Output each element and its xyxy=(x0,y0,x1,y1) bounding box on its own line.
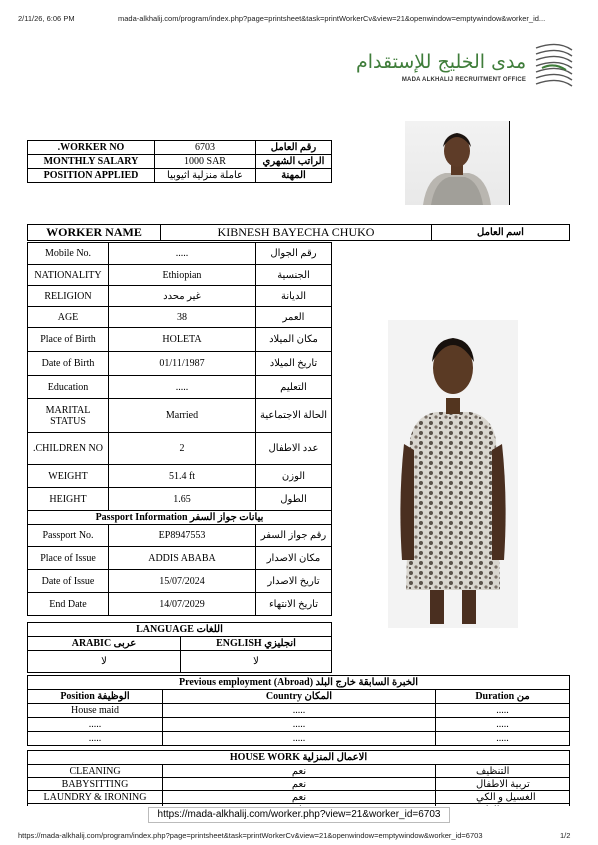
detail-label: NATIONALITY xyxy=(28,265,109,286)
detail-label: Mobile No. xyxy=(28,243,109,265)
company-logo xyxy=(356,38,574,96)
language-english-header: ENGLISH انجليزي xyxy=(181,637,332,651)
table-row xyxy=(28,704,570,718)
house-work-ar xyxy=(436,804,570,807)
position-value: عاملة منزلية اثيوبيا xyxy=(155,169,256,183)
detail-label: Education xyxy=(28,376,109,399)
detail-value: ..... xyxy=(109,376,256,399)
personal-details-table xyxy=(27,242,332,616)
detail-label: WEIGHT xyxy=(28,465,109,488)
detail-ar: الجنسية xyxy=(256,265,332,286)
table-row xyxy=(28,718,570,732)
previous-employment-table xyxy=(27,675,570,746)
detail-value: 38 xyxy=(109,307,256,328)
passport-ar: تاريخ الانتهاء xyxy=(256,593,332,616)
detail-value: 01/11/1987 xyxy=(109,352,256,376)
position-label: POSITION APPLIED xyxy=(28,169,155,183)
passport-value: 15/07/2024 xyxy=(109,570,256,593)
house-work-label: LAUNDRY & IRONING xyxy=(28,791,163,804)
worker-name-table xyxy=(27,224,570,241)
worker-name-ar: اسم العامل xyxy=(432,225,570,241)
house-work-ar: الغسيل و الكي xyxy=(436,791,570,804)
table-cell: ..... xyxy=(436,718,570,732)
logo-arabic-text: مدى الخليج للإستقدام xyxy=(356,51,527,73)
detail-ar: التعليم xyxy=(256,376,332,399)
worker-name-label: WORKER NAME xyxy=(28,225,161,241)
language-table xyxy=(27,622,332,637)
detail-value: 1.65 xyxy=(109,488,256,511)
table-cell: House maid xyxy=(28,704,163,718)
detail-ar: الديانة xyxy=(256,286,332,307)
language-english-value: لا xyxy=(181,651,332,673)
detail-value: 2 xyxy=(109,433,256,465)
detail-value: 51.4 ft xyxy=(109,465,256,488)
passport-label: Place of Issue xyxy=(28,547,109,570)
detail-label: RELIGION xyxy=(28,286,109,307)
logo-english-text: MADA ALKHALIJ RECRUITMENT OFFICE xyxy=(401,77,527,83)
house-work-section xyxy=(27,750,570,806)
detail-value: Ethiopian xyxy=(109,265,256,286)
passport-ar: رقم جواز السفر xyxy=(256,525,332,547)
table-cell: ..... xyxy=(163,732,436,746)
detail-value: HOLETA xyxy=(109,328,256,352)
prev-employment-header-country: Country المكان xyxy=(163,690,436,704)
table-cell: ..... xyxy=(28,732,163,746)
detail-label: Place of Birth xyxy=(28,328,109,352)
worker-photo-small xyxy=(405,121,510,205)
detail-label: Date of Birth xyxy=(28,352,109,376)
detail-ar: عدد الاطفال xyxy=(256,433,332,465)
salary-label: MONTHLY SALARY xyxy=(28,155,155,169)
house-work-label xyxy=(28,804,163,807)
language-title: LANGUAGE اللغات xyxy=(28,623,332,637)
table-row xyxy=(28,778,570,791)
passport-ar: تاريخ الاصدار xyxy=(256,570,332,593)
print-footer-url: https://mada-alkhalij.com/program/index.php?page=printsheet&task=printWorkerCv&view=21&openwindow=emptywindow&worker_id=6703 xyxy=(18,831,483,840)
house-work-label: CLEANING xyxy=(28,765,163,778)
detail-label: HEIGHT xyxy=(28,488,109,511)
house-work-ar: تربية الاطفال xyxy=(436,778,570,791)
house-work-value: نعم xyxy=(163,765,436,778)
detail-label: .CHILDREN NO xyxy=(28,433,109,465)
house-work-value: نعم xyxy=(163,791,436,804)
house-work-value xyxy=(163,804,436,807)
print-page-number: 1/2 xyxy=(560,831,571,840)
passport-label: Date of Issue xyxy=(28,570,109,593)
prev-employment-header-position: Position الوظيفة xyxy=(28,690,163,704)
passport-value: 14/07/2029 xyxy=(109,593,256,616)
passport-label: End Date xyxy=(28,593,109,616)
table-row xyxy=(28,791,570,804)
detail-value: ..... xyxy=(109,243,256,265)
worker-link[interactable]: https://mada-alkhalij.com/worker.php?view=21&worker_id=6703 xyxy=(148,807,450,823)
detail-value: Married xyxy=(109,399,256,433)
detail-value: غير محدد xyxy=(109,286,256,307)
table-cell: ..... xyxy=(163,718,436,732)
detail-ar: رقم الجوال xyxy=(256,243,332,265)
house-work-ar: التنظيف xyxy=(436,765,570,778)
table-row xyxy=(28,732,570,746)
language-values-table xyxy=(27,636,332,673)
worker-no-ar: رقم العامل xyxy=(256,141,332,155)
passport-ar: مكان الاصدار xyxy=(256,547,332,570)
passport-value: ADDIS ABABA xyxy=(109,547,256,570)
passport-value: EP8947553 xyxy=(109,525,256,547)
worker-summary-table xyxy=(27,140,332,183)
table-row xyxy=(28,765,570,778)
worker-no-value: 6703 xyxy=(155,141,256,155)
detail-ar: الحالة الاجتماعية xyxy=(256,399,332,433)
table-cell: ..... xyxy=(436,732,570,746)
detail-ar: العمر xyxy=(256,307,332,328)
house-work-label: BABYSITTING xyxy=(28,778,163,791)
house-work-table xyxy=(27,750,570,806)
table-cell: ..... xyxy=(28,718,163,732)
language-arabic-header: ARABIC عربى xyxy=(28,637,181,651)
prev-employment-title: Previous employment (Abroad) الخبرة السابقة خارج البلد xyxy=(28,676,570,690)
detail-label: MARITAL STATUS xyxy=(28,399,109,433)
table-cell: ..... xyxy=(163,704,436,718)
print-header-url: mada-alkhalij.com/program/index.php?page=printsheet&task=printWorkerCv&view=21&openwindow=emptywindow&worker_id... xyxy=(118,14,546,23)
print-datetime: 2/11/26, 6:06 PM xyxy=(18,14,75,23)
house-work-value: نعم xyxy=(163,778,436,791)
salary-ar: الراتب الشهري xyxy=(256,155,332,169)
table-cell: ..... xyxy=(436,704,570,718)
salary-value: 1000 SAR xyxy=(155,155,256,169)
passport-label: Passport No. xyxy=(28,525,109,547)
detail-ar: تاريخ الميلاد xyxy=(256,352,332,376)
table-row xyxy=(28,804,570,807)
passport-section-title: Passport Information بيانات جواز السفر xyxy=(28,511,332,525)
detail-label: AGE xyxy=(28,307,109,328)
language-arabic-value: لا xyxy=(28,651,181,673)
worker-no-label: .WORKER NO xyxy=(28,141,155,155)
detail-ar: مكان الميلاد xyxy=(256,328,332,352)
detail-ar: الوزن xyxy=(256,465,332,488)
house-work-title: HOUSE WORK الاعمال المنزلية xyxy=(28,751,570,765)
worker-name-value: KIBNESH BAYECHA CHUKO xyxy=(161,225,432,241)
logo-emblem-icon xyxy=(534,38,574,96)
position-ar: المهنة xyxy=(256,169,332,183)
detail-ar: الطول xyxy=(256,488,332,511)
prev-employment-header-duration: Duration من xyxy=(436,690,570,704)
worker-photo-full xyxy=(388,320,518,628)
